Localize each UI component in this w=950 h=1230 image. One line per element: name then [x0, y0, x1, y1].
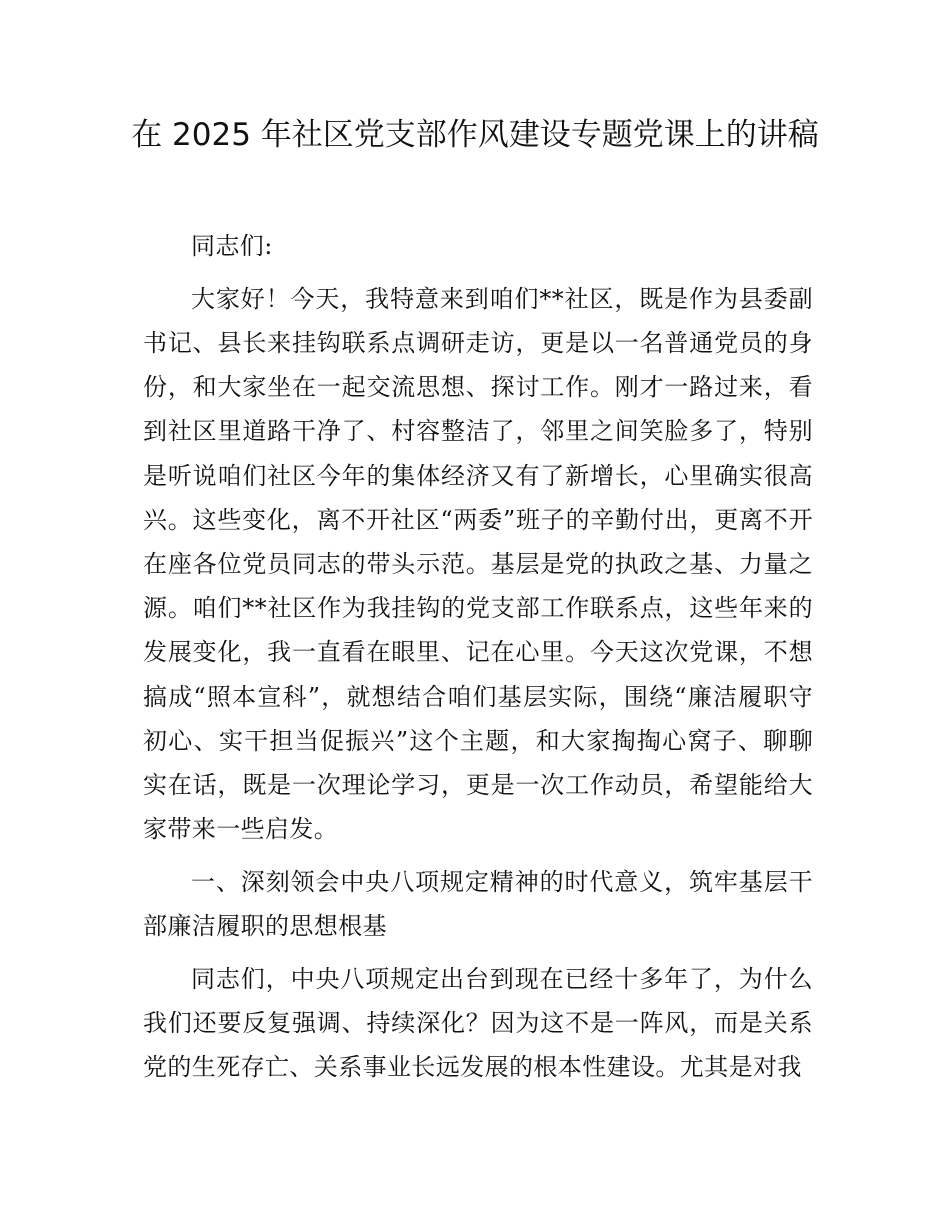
document-body	[143, 224, 813, 1098]
opening-paragraph: 大家好！今天，我特意来到咱们**社区，既是作为县委副书记、县长来挂钩联系点调研走访，更是以一名普通党员的身份，和大家坐在一起交流思想、探讨工作。刚才一路过来，看到社区里道路干净了、村容整洁了，邻里之间笑脸多了，特别是听说咱们社区今年的集体经济又有了新增长，心里确实很高兴。这些变化，离不开社区“两委”班子的辛勤付出，更离不开在座各位党员同志的带头示范。基层是党的执政之基、力量之源。咱们**社区作为我挂钩的党支部工作联系点，这些年来的发展变化，我一直看在眼里、记在心里。今天这次党课，不想搞成“照本宣科”，就想结合咱们基层实际，围绕“廉洁履职守初心、实干担当促振兴”这个主题，和大家掏掏心窝子、聊聊实在话，既是一次理论学习，更是一次工作动员，希望能给大家带来一些启发。	[143, 284, 813, 844]
section-1-paragraph: 同志们，中央八项规定出台到现在已经十多年了，为什么我们还要反复强调、持续深化？因为这不是一阵风，而是关系党的生死存亡、关系事业长远发展的根本性建设。尤其是对我	[143, 964, 813, 1082]
salutation-paragraph: 同志们:	[191, 232, 273, 260]
section-heading-1: 一、深刻领会中央八项规定精神的时代意义，筑牢基层干部廉洁履职的思想根基	[143, 867, 813, 941]
document-title: 在 2025 年社区党支部作风建设专题党课上的讲稿	[131, 117, 819, 153]
